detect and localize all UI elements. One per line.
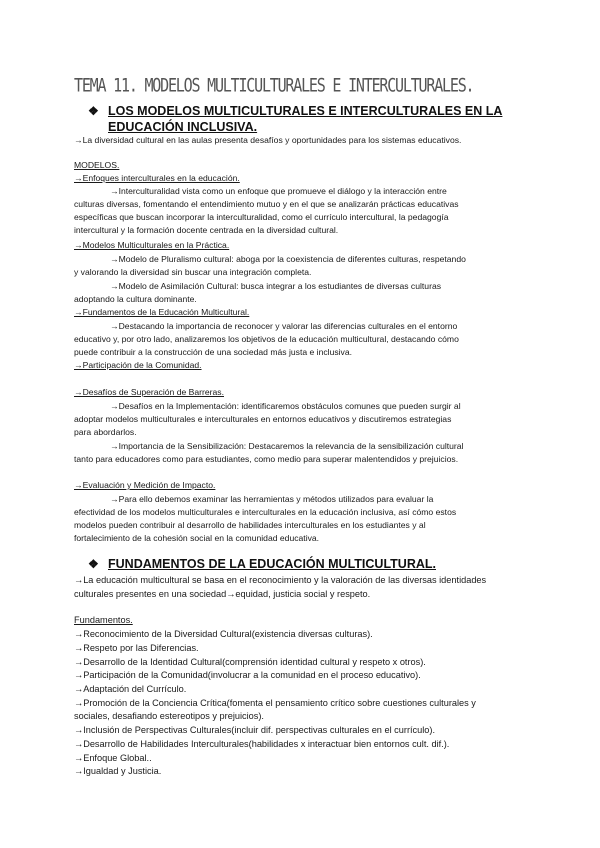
fundamentos-line: →Destacando la importancia de reconocer y valorar las diferencias culturales en el entorno [110, 321, 458, 331]
evaluacion-line: →Para ello debemos examinar las herramientas y métodos utilizados para evaluar la [110, 494, 434, 504]
list-item: →Adaptación del Currículo. [74, 684, 187, 694]
evaluacion-line: modelos pueden contribuir al desarrollo de habilidades interculturales en los estudiantes y al [74, 520, 426, 530]
list-item: →Participación de la Comunidad(involucrar a la comunidad en el proceso educativo). [74, 670, 421, 680]
pluralismo-line: y valorando la diversidad sin buscar una integración completa. [74, 267, 312, 277]
section1-intro: →La diversidad cultural en las aulas presenta desafíos y oportunidades para los sistemas educativos. [74, 135, 462, 145]
page-title: TEMA 11. MODELOS MULTICULTURALES E INTERCULTURALES. [74, 74, 474, 97]
desafios-label: →Desafíos de Superación de Barreras. [74, 387, 224, 397]
section1-heading [88, 103, 502, 135]
enfoques-line: culturas diversas, fomentando el entendimiento mutuo y en el que se analizarán prácticas educativas [74, 199, 459, 209]
multiculturales-label: →Modelos Multiculturales en la Práctica. [74, 240, 230, 250]
diamond-bullet-icon: ❖ [88, 104, 99, 118]
diamond-bullet-icon: ❖ [88, 557, 99, 571]
section2-heading-text: FUNDAMENTOS DE LA EDUCACIÓN MULTICULTURAL. [108, 557, 436, 571]
section1-heading-line2: EDUCACIÓN INCLUSIVA. [108, 120, 258, 134]
list-item: →Promoción de la Conciencia Crítica(fomenta el pensamiento crítico sobre cuestiones culturales y [74, 698, 476, 708]
asimilacion-line: →Modelo de Asimilación Cultural: busca integrar a los estudiantes de diversas culturas [110, 281, 442, 291]
evaluacion-label: →Evaluación y Medición de Impacto. [74, 480, 216, 490]
asimilacion-line: adoptando la cultura dominante. [74, 294, 197, 304]
section1-heading-line1: LOS MODELOS MULTICULTURALES E INTERCULTURALES EN LA [108, 104, 503, 118]
fundamentos-label: →Fundamentos de la Educación Multicultural. [74, 307, 250, 317]
section2-intro-line: culturales presentes en una sociedad→equidad, justicia social y respeto. [74, 589, 371, 599]
evaluacion-line: fortalecimiento de la cohesión social en la comunidad educativa. [74, 533, 320, 543]
list-item: →Desarrollo de la Identidad Cultural(comprensión identidad cultural y respeto x otros). [74, 657, 426, 667]
fundamentos-list-label: Fundamentos. [74, 615, 133, 625]
fundamentos-line: educativo y, por otro lado, analizaremos los objetivos de la educación multicultural, destacando cómo [74, 334, 459, 344]
list-item: →Desarrollo de Habilidades Interculturales(habilidades x interactuar bien entornos cult. dif.). [74, 739, 450, 749]
evaluacion-line: efectividad de los modelos multiculturales e interculturales en la educación inclusiva, así cómo estos [74, 507, 457, 517]
list-item: →Reconocimiento de la Diversidad Cultural(existencia diversas culturas). [74, 629, 373, 639]
list-item: →Enfoque Global.. [74, 753, 152, 763]
fundamentos-line: puede contribuir a la construcción de una sociedad más justa e inclusiva. [74, 347, 353, 357]
list-item: →Igualdad y Justicia. [74, 766, 162, 776]
modelos-label: MODELOS. [74, 160, 120, 170]
list-item: →Inclusión de Perspectivas Culturales(incluir dif. perspectivas culturales en el currículo). [74, 725, 436, 735]
enfoques-line: →Interculturalidad vista como un enfoque que promueve el diálogo y la interacción entre [110, 186, 447, 196]
section2-heading [88, 556, 436, 572]
section2-intro-line: →La educación multicultural se basa en el reconocimiento y la valoración de las diversas identidades [74, 575, 487, 585]
implementacion-line: →Desafíos en la Implementación: identificaremos obstáculos comunes que pueden surgir al [110, 401, 461, 411]
pluralismo-line: →Modelo de Pluralismo cultural: aboga por la coexistencia de diferentes culturas, respetando [110, 254, 466, 264]
implementacion-line: adoptar modelos multiculturales e interculturales en entornos educativos y discutiremos estrategias [74, 414, 452, 424]
enfoques-line: específicas que buscan incorporar la interculturalidad, como el currículo intercultural, la pedagogía [74, 212, 449, 222]
enfoques-line: intercultural y la formación docente centrada en la diversidad cultural. [74, 225, 339, 235]
participacion-label: →Participación de la Comunidad. [74, 360, 202, 370]
sensibilizacion-line: →Importancia de la Sensibilización: Destacaremos la relevancia de la sensibilización cultural [110, 441, 464, 451]
enfoques-label: →Enfoques interculturales en la educación. [74, 173, 240, 183]
sensibilizacion-line: tanto para educadores como para estudiantes, como medio para superar malentendidos y prejuicios. [74, 454, 459, 464]
list-item: →Respeto por las Diferencias. [74, 643, 199, 653]
implementacion-line: para abordarlos. [74, 427, 137, 437]
list-item: sociales, desafiando estereotipos y prejuicios). [74, 711, 264, 721]
